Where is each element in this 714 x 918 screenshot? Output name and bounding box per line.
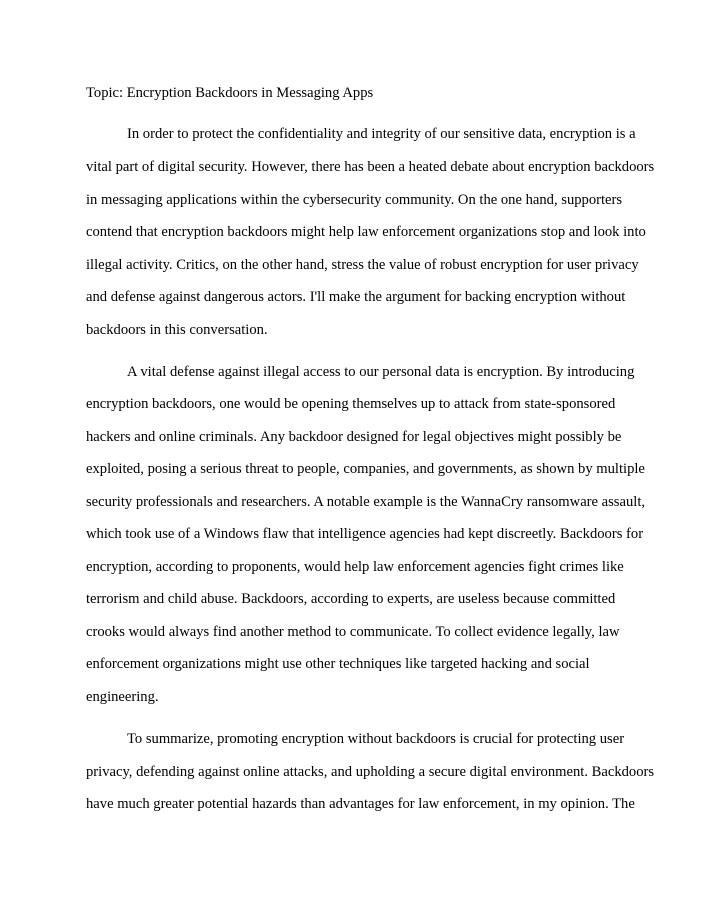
- paragraph-line: contend that encryption backdoors might help law enforcement organizations stop and look into: [86, 224, 646, 240]
- paragraph-line: and defense against dangerous actors. I'll make the argument for backing encryption without: [86, 289, 626, 305]
- paragraph-line: encryption, according to proponents, would help law enforcement agencies fight crimes like: [86, 559, 624, 575]
- paragraph-line: backdoors in this conversation.: [86, 322, 268, 338]
- paragraph-line: engineering.: [86, 689, 159, 705]
- paragraph-line: crooks would always find another method to communicate. To collect evidence legally, law: [86, 624, 620, 640]
- paragraph-line: vital part of digital security. However, there has been a heated debate about encryption backdoors: [86, 159, 655, 175]
- paragraph-line: in messaging applications within the cybersecurity community. On the one hand, supporters: [86, 192, 623, 208]
- paragraph-line: hackers and online criminals. Any backdoor designed for legal objectives might possibly be: [86, 429, 622, 445]
- paragraph-line: A vital defense against illegal access to our personal data is encryption. By introducing: [127, 364, 635, 380]
- paragraph-line: have much greater potential hazards than advantages for law enforcement, in my opinion. The: [86, 796, 635, 812]
- paragraph-line: privacy, defending against online attacks, and upholding a secure digital environment. Backdoors: [86, 764, 655, 780]
- paragraph-line: illegal activity. Critics, on the other hand, stress the value of robust encryption for user privacy: [86, 257, 639, 273]
- paragraph-line: which took use of a Windows flaw that intelligence agencies had kept discreetly. Backdoors for: [86, 526, 644, 542]
- paragraph-line: In order to protect the confidentiality and integrity of our sensitive data, encryption is a: [127, 126, 636, 142]
- paragraph-line: To summarize, promoting encryption without backdoors is crucial for protecting user: [127, 731, 625, 747]
- paragraph-line: enforcement organizations might use other techniques like targeted hacking and social: [86, 656, 590, 672]
- paragraph-line: encryption backdoors, one would be opening themselves up to attack from state-sponsored: [86, 396, 616, 412]
- topic-heading: Topic: Encryption Backdoors in Messaging Apps: [86, 85, 374, 101]
- paragraph-line: exploited, posing a serious threat to people, companies, and governments, as shown by multiple: [86, 461, 645, 477]
- paragraph-line: terrorism and child abuse. Backdoors, according to experts, are useless because committed: [86, 591, 616, 607]
- paragraph-line: security professionals and researchers. A notable example is the WannaCry ransomware assault,: [86, 494, 646, 510]
